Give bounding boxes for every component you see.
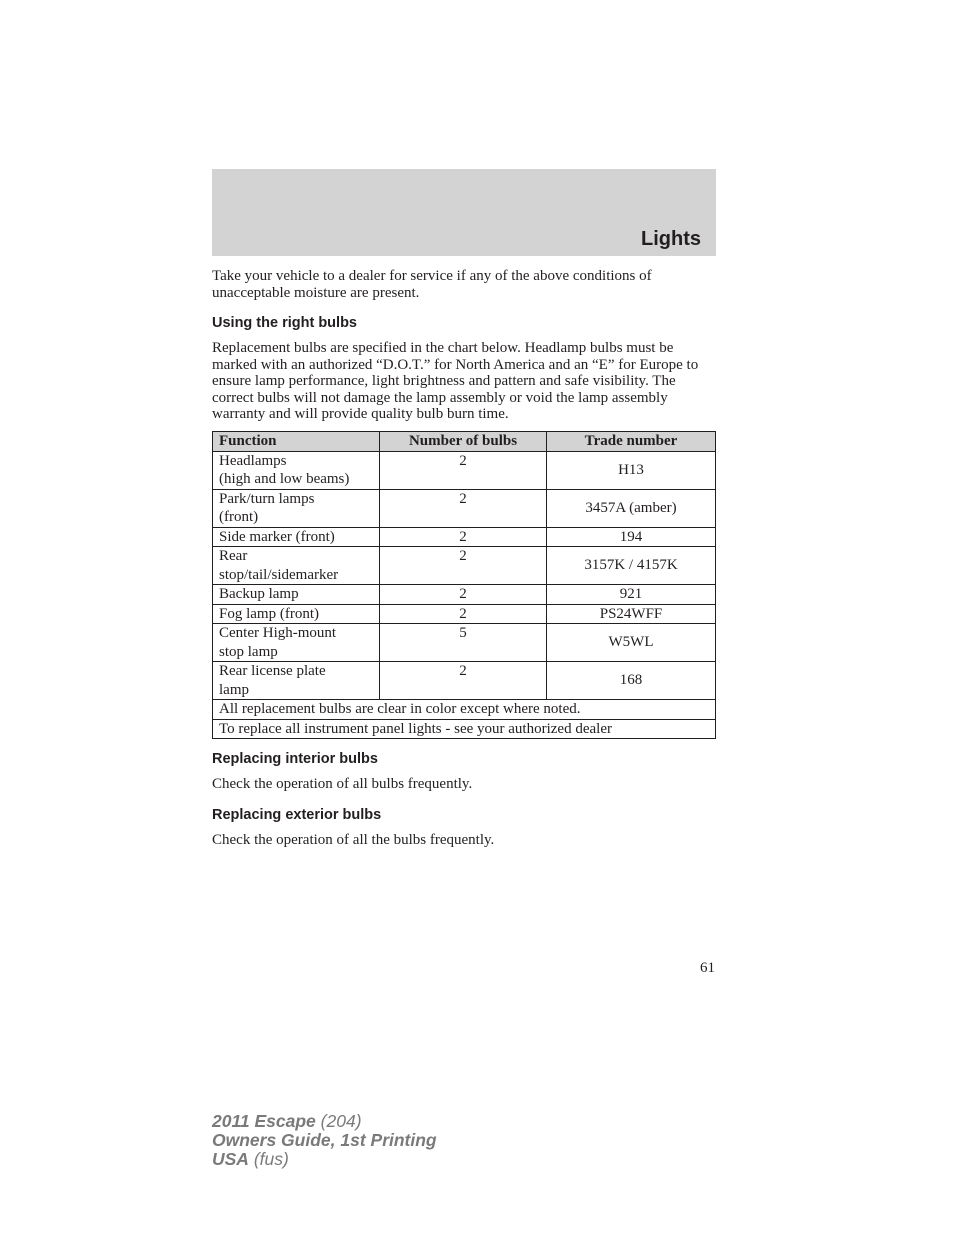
heading-replacing-interior-bulbs: Replacing interior bulbs	[212, 751, 378, 767]
table-row	[213, 604, 716, 624]
cell-count: 5	[380, 624, 547, 662]
table-row	[213, 547, 716, 585]
table-note-row	[213, 719, 716, 739]
cell-trade: 3157K / 4157K	[547, 547, 716, 585]
table-note: All replacement bulbs are clear in color except where noted.	[213, 700, 716, 720]
document-footer	[212, 1112, 437, 1169]
cell-count: 2	[380, 662, 547, 700]
cell-count: 2	[380, 604, 547, 624]
table-note-row	[213, 700, 716, 720]
cell-trade: 3457A (amber)	[547, 489, 716, 527]
section-title: Lights	[641, 228, 701, 250]
footer-line-3: USA (fus)	[212, 1149, 289, 1169]
table-row	[213, 585, 716, 605]
heading-replacing-exterior-bulbs: Replacing exterior bulbs	[212, 806, 382, 823]
col-header-function: Function	[213, 431, 380, 451]
footer-line-1: 2011 Escape (204)	[212, 1111, 362, 1131]
intro-paragraph: Take your vehicle to a dealer for service if any of the above conditions of unacceptable moisture are present.	[212, 268, 652, 301]
cell-trade: 168	[547, 662, 716, 700]
cell-function: Headlamps (high and low beams)	[213, 451, 380, 489]
cell-count: 2	[380, 451, 547, 489]
cell-count: 2	[380, 489, 547, 527]
page-content	[212, 268, 716, 848]
cell-function: Park/turn lamps (front)	[213, 489, 380, 527]
table-row	[213, 624, 716, 662]
table-row	[213, 527, 716, 547]
cell-trade: H13	[547, 451, 716, 489]
table-header-row	[213, 431, 716, 451]
exterior-bulbs-paragraph: Check the operation of all the bulbs frequently.	[212, 831, 495, 848]
heading-using-right-bulbs: Using the right bulbs	[212, 315, 357, 331]
cell-function: Rear stop/tail/sidemarker	[213, 547, 380, 585]
cell-function: Backup lamp	[213, 585, 380, 605]
cell-count: 2	[380, 527, 547, 547]
footer-line-2: Owners Guide, 1st Printing	[212, 1130, 437, 1150]
cell-function: Center High-mount stop lamp	[213, 624, 380, 662]
table-row	[213, 451, 716, 489]
table-row	[213, 489, 716, 527]
cell-function: Fog lamp (front)	[213, 604, 380, 624]
cell-trade: W5WL	[547, 624, 716, 662]
table-row	[213, 662, 716, 700]
bulbs-paragraph: Replacement bulbs are specified in the chart below. Headlamp bulbs must be marked with an authorized “D.O.T.” for North America and an “E” for Europe to ensure lamp performance, light brightness and pattern and safe visibility. The correct bulbs will not damage the lamp assembly or void the lamp assembly warranty and will provide quality bulb burn time.	[212, 340, 699, 422]
cell-function: Rear license plate lamp	[213, 662, 380, 700]
cell-trade: PS24WFF	[547, 604, 716, 624]
header-band	[212, 169, 716, 256]
table-note: To replace all instrument panel lights - see your authorized dealer	[213, 719, 716, 739]
cell-count: 2	[380, 547, 547, 585]
cell-function: Side marker (front)	[213, 527, 380, 547]
col-header-trade-number: Trade number	[547, 431, 716, 451]
cell-trade: 921	[547, 585, 716, 605]
cell-trade: 194	[547, 527, 716, 547]
page-number: 61	[700, 960, 715, 976]
cell-count: 2	[380, 585, 547, 605]
interior-bulbs-paragraph: Check the operation of all bulbs frequently.	[212, 776, 473, 792]
col-header-number-of-bulbs: Number of bulbs	[380, 431, 547, 451]
bulb-spec-table	[212, 431, 716, 740]
